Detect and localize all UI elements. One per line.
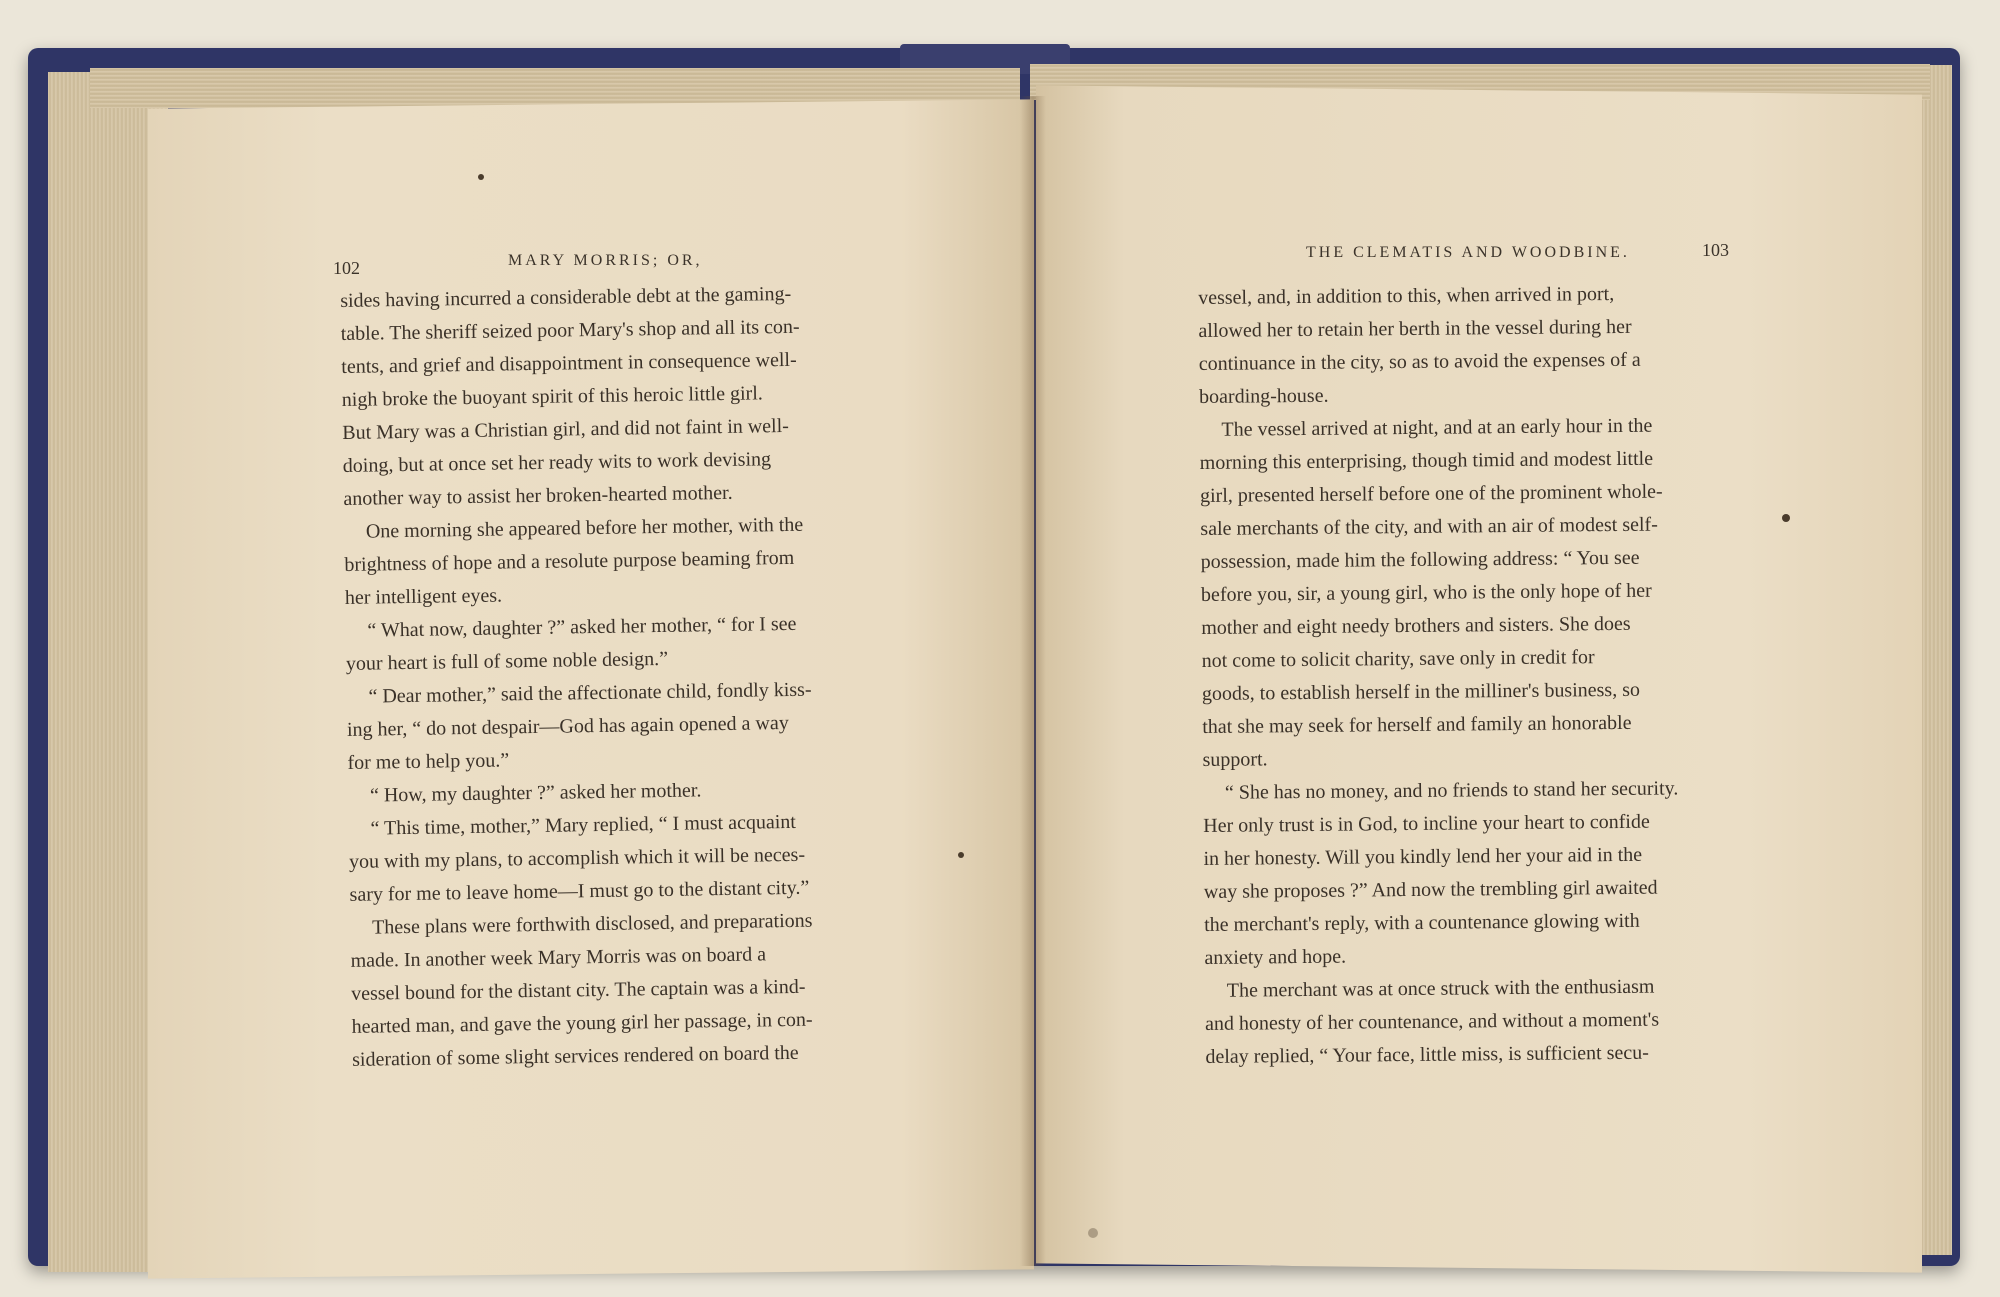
- right-page-number: 103: [1702, 240, 1729, 260]
- text-line: you with my plans, to accomplish which it will be neces-: [348, 843, 806, 873]
- text-line: morning this enterprising, though timid and modest little: [1199, 447, 1654, 474]
- text-line: vessel bound for the distant city. The captain was a kind-: [350, 975, 806, 1005]
- text-line: mother and eight needy brothers and sisters. She does: [1201, 612, 1631, 639]
- left-page-number: 102: [333, 258, 360, 278]
- text-line: “ Dear mother,” said the affectionate child, fondly kiss-: [368, 678, 812, 708]
- text-line: The vessel arrived at night, and at an early hour in the: [1221, 414, 1653, 441]
- text-line: the merchant's reply, with a countenance glowing with: [1204, 909, 1640, 936]
- text-line: “ What now, daughter ?” asked her mother, “ for I see: [367, 612, 797, 642]
- text-line: another way to assist her broken-hearted mother.: [343, 481, 733, 510]
- book-gutter: [1020, 96, 1046, 1266]
- foxing-spot: [478, 174, 484, 180]
- text-line: hearted man, and gave the young girl her passage, in con-: [351, 1008, 813, 1038]
- text-line: not come to solicit charity, save only in credit for: [1201, 646, 1595, 672]
- text-line: doing, but at once set her ready wits to work devising: [342, 448, 772, 477]
- text-line: girl, presented herself before one of the prominent whole-: [1199, 480, 1663, 507]
- text-line: allowed her to retain her berth in the vessel during her: [1198, 315, 1632, 342]
- text-line: your heart is full of some noble design.”: [345, 647, 669, 675]
- right-running-head: THE CLEMATIS AND WOODBINE.: [1306, 244, 1630, 261]
- text-line: that she may seek for herself and family an honorable: [1202, 711, 1632, 738]
- text-line: sale merchants of the city, and with an air of modest self-: [1200, 513, 1658, 540]
- text-line: anxiety and hope.: [1204, 945, 1347, 969]
- left-running-head: MARY MORRIS; OR,: [508, 252, 703, 269]
- text-line: her intelligent eyes.: [344, 584, 503, 609]
- text-line: goods, to establish herself in the milliner's business, so: [1201, 678, 1641, 705]
- text-line: But Mary was a Christian girl, and did not faint in well-: [342, 414, 790, 444]
- text-line: before you, sir, a young girl, who is the only hope of her: [1200, 579, 1652, 606]
- text-line: for me to help you.”: [347, 749, 510, 774]
- foxing-spot: [1782, 514, 1790, 522]
- text-line: Her only trust is in God, to incline your heart to confide: [1203, 810, 1650, 837]
- text-line: sideration of some slight services rendered on board the: [352, 1041, 799, 1071]
- text-line: vessel, and, in addition to this, when arrived in port,: [1198, 283, 1615, 309]
- text-line: way she proposes ?” And now the trembling girl awaited: [1203, 876, 1658, 903]
- text-line: sides having incurred a considerable debt at the gaming-: [340, 282, 792, 312]
- text-line: ing her, “ do not despair—God has again opened a way: [346, 712, 789, 741]
- text-line: tents, and grief and disappointment in consequence well-: [341, 348, 797, 378]
- text-line: sary for me to leave home—I must go to the distant city.”: [349, 876, 810, 906]
- text-line: continuance in the city, so as to avoid the expenses of a: [1198, 348, 1641, 375]
- text-line: “ She has no money, and no friends to stand her security.: [1224, 777, 1679, 804]
- text-line: “ How, my daughter ?” asked her mother.: [369, 779, 702, 807]
- text-line: One morning she appeared before her mother, with the: [365, 513, 804, 543]
- text-line: The merchant was at once struck with the enthusiasm: [1226, 975, 1655, 1002]
- text-line: support.: [1202, 748, 1268, 771]
- text-line: delay replied, “ Your face, little miss, is sufficient secu-: [1205, 1041, 1649, 1068]
- text-line: boarding-house.: [1198, 384, 1329, 408]
- text-line: “ This time, mother,” Mary replied, “ I must acquaint: [370, 810, 797, 840]
- left-page-text: [340, 276, 900, 1077]
- text-line: These plans were forthwith disclosed, and preparations: [371, 909, 813, 939]
- text-line: made. In another week Mary Morris was on board a: [350, 943, 767, 972]
- foxing-spot: [1088, 1228, 1098, 1238]
- text-line: nigh broke the buoyant spirit of this heroic little girl.: [341, 382, 763, 411]
- text-line: table. The sheriff seized poor Mary's shop and all its con-: [340, 315, 800, 345]
- foxing-spot: [958, 852, 964, 858]
- text-line: and honesty of her countenance, and without a moment's: [1205, 1008, 1660, 1035]
- text-line: brightness of hope and a resolute purpose beaming from: [344, 546, 795, 576]
- right-page-text: [1198, 277, 1740, 1074]
- text-line: in her honesty. Will you kindly lend her your aid in the: [1203, 843, 1643, 870]
- text-line: possession, made him the following address: “ You see: [1200, 546, 1640, 573]
